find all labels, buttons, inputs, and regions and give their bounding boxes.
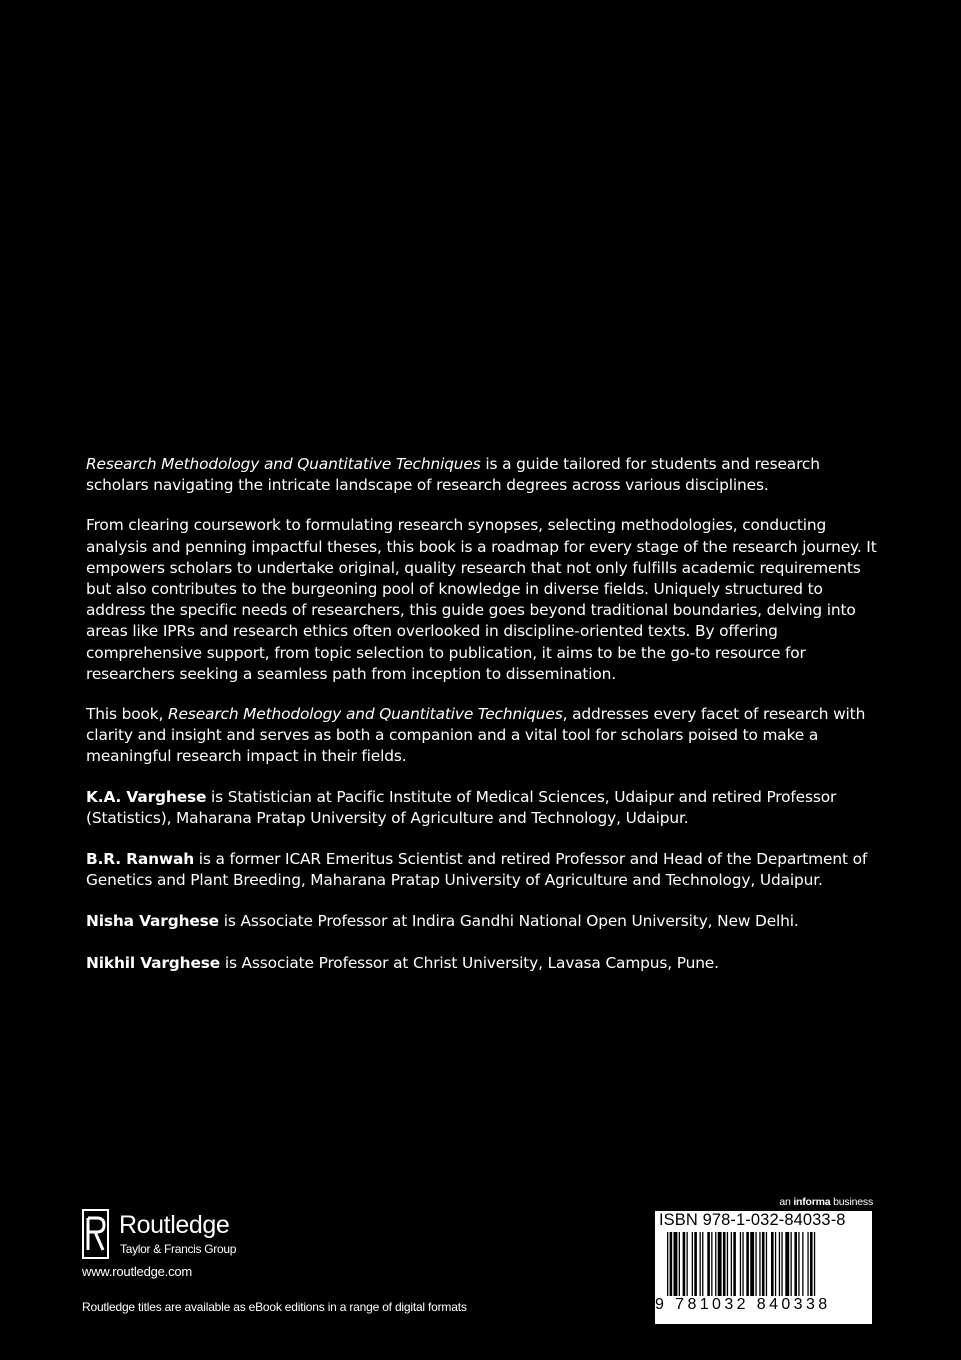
barcode-bar	[700, 1232, 701, 1296]
author-description: is Associate Professor at Christ University, Lavasa Campus, Pune.	[220, 953, 719, 972]
author-name: K.A. Varghese	[86, 787, 207, 806]
barcode-bar	[807, 1232, 808, 1296]
barcode-bar	[683, 1232, 686, 1296]
barcode-bar	[694, 1232, 697, 1296]
barcode-bar	[779, 1232, 780, 1296]
back-cover-blurb	[86, 454, 886, 994]
barcode-box	[655, 1211, 872, 1324]
barcode-bar	[707, 1232, 710, 1296]
barcode-bar	[750, 1232, 754, 1296]
barcode-digits: 9 781032 840338	[655, 1296, 831, 1313]
informa-suffix: business	[830, 1196, 873, 1208]
barcode-bar	[733, 1232, 736, 1296]
author-description: is a former ICAR Emeritus Scientist and retired Professor and Head of the Department of Genetics and Plant Breeding, Maharana Pratap University of Agriculture and Technology, Udaipur.	[86, 850, 868, 890]
informa-bold: informa	[793, 1196, 831, 1208]
barcode-bar	[781, 1232, 782, 1296]
author-name: B.R. Ranwah	[86, 850, 195, 869]
author-description: is Statistician at Pacific Institute of Medical Sciences, Udaipur and retired Professor (Statistics), Maharana Pratap University of Agriculture and Technology, Udaipur.	[86, 787, 837, 827]
barcode-bar	[715, 1232, 716, 1296]
barcode-bar	[670, 1232, 673, 1296]
isbn-label: ISBN 978-1-032-84033-8	[659, 1211, 846, 1229]
barcode-bar	[785, 1232, 789, 1296]
author-description: is Associate Professor at Indira Gandhi National Open University, New Delhi.	[218, 912, 799, 931]
barcode-bar	[731, 1232, 732, 1296]
barcode-bar	[667, 1232, 668, 1296]
barcode-bar	[771, 1232, 774, 1296]
barcode-bars	[667, 1232, 863, 1296]
author-bio	[86, 849, 886, 891]
barcode-bar	[775, 1232, 776, 1296]
barcode-bar	[723, 1232, 726, 1296]
barcode-bar	[759, 1232, 760, 1296]
barcode-bar	[727, 1232, 728, 1296]
blurb-paragraph-2: From clearing coursework to formulating research synopses, selecting methodologies, conducting analysis and penning impactful theses, this book is a roadmap for every stage of the research journey. It empowers scholars to undertake original, quality research that not only fulfills academic requirements but also contributes to the burgeoning pool of knowledge in diverse fields. Uniquely structured to address the specific needs of researchers, this guide goes beyond traditional boundaries, delving into areas like IPRs and research ethics often overlooked in discipline-oriented texts. By offering comprehensive support, from topic selection to publication, it aims to be the go-to resource for researchers seeking a seamless path from inception to dissemination.	[86, 516, 877, 683]
isbn-barcode-block	[655, 1196, 875, 1326]
blurb-paragraph-1	[86, 454, 886, 496]
book-title-italic: Research Methodology and Quantitative Techniques	[168, 705, 563, 724]
routledge-logo	[82, 1207, 282, 1262]
publisher-group: Taylor & Francis Group	[120, 1242, 237, 1256]
barcode-bar	[718, 1232, 722, 1296]
barcode-bar	[791, 1232, 792, 1296]
book-title-italic: Research Methodology and Quantitative Techniques	[86, 455, 481, 473]
routledge-r-icon	[82, 1209, 109, 1259]
barcode-bar	[692, 1232, 693, 1296]
blurb-text: , addresses every facet of research with clarity and insight and serves as both a companion and a vital tool for scholars poised to make a meaningful research impact in their fields.	[86, 705, 866, 766]
barcode-bar	[794, 1232, 797, 1296]
author-name: Nisha Varghese	[86, 912, 219, 931]
author-bio	[86, 911, 886, 932]
barcode-bar	[679, 1232, 680, 1296]
barcode-bar	[802, 1232, 803, 1296]
barcode-bar	[810, 1232, 813, 1296]
publisher-name: Routledge	[119, 1211, 230, 1239]
barcode-bar	[740, 1232, 741, 1296]
ebook-note: Routledge titles are available as eBook editions in a range of digital formats	[82, 1300, 467, 1314]
barcode-bar	[762, 1232, 765, 1296]
author-bio	[86, 787, 886, 829]
barcode-bar	[674, 1232, 678, 1296]
barcode-bar	[798, 1232, 799, 1296]
informa-business-label	[779, 1196, 873, 1208]
publisher-website[interactable]: www.routledge.com	[82, 1264, 193, 1279]
barcode-bar	[814, 1232, 815, 1296]
informa-prefix: an	[779, 1196, 794, 1208]
barcode-bar	[746, 1232, 749, 1296]
barcode-bar	[687, 1232, 688, 1296]
barcode-bar	[711, 1232, 712, 1296]
blurb-text: is a guide tailored for students and research scholars navigating the intricate landscape of research degrees across various disciplines.	[86, 455, 820, 495]
barcode-bar	[742, 1232, 743, 1296]
barcode-bar	[766, 1232, 767, 1296]
barcode-bar	[755, 1232, 756, 1296]
barcode-bar	[702, 1232, 703, 1296]
blurb-paragraph-3	[86, 704, 886, 768]
author-bio	[86, 953, 886, 974]
blurb-text: This book,	[86, 705, 168, 724]
author-name: Nikhil Varghese	[86, 953, 221, 972]
